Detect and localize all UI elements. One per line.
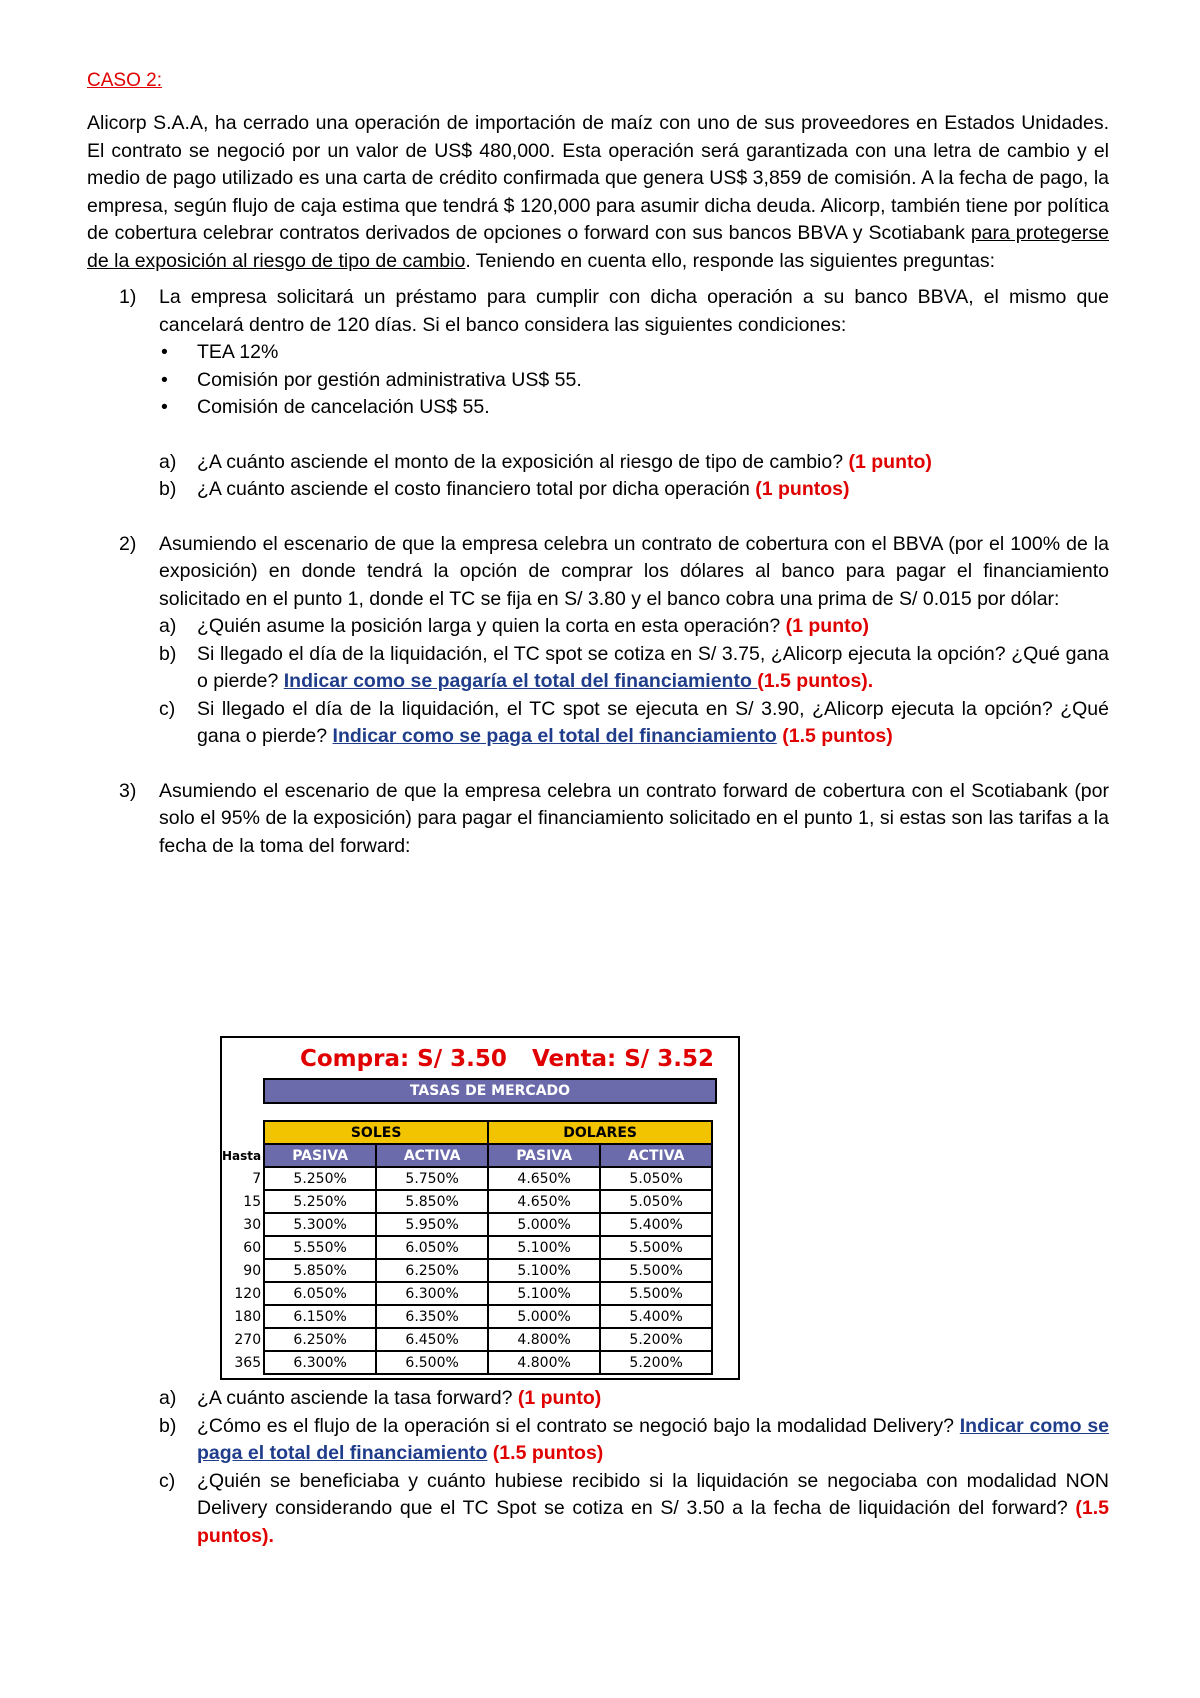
- document-page: [87, 70, 1109, 860]
- rate-cell: 5.250%: [264, 1190, 376, 1213]
- bullet-text: TEA 12%: [197, 341, 279, 363]
- subquestion-3a: [87, 1385, 1109, 1413]
- hasta-header: Hasta: [222, 1148, 262, 1163]
- buy-rate: Compra: S/ 3.50: [300, 1046, 507, 1072]
- question-text: Asumiendo el escenario de que la empresa celebra un contrato de cobertura con el BBVA (por el 100% de la exposición) en donde tendrá la opción de comprar los dólares al banco para pagar el financiamiento solicitado en el punto 1, donde el TC se fija en S/ 3.80 y el banco cobra una prima de S/ 0.015 por dólar:: [159, 532, 1109, 610]
- subquestion-text: Si llegado el día de la liquidación, el TC spot se ejecuta en S/ 3.90, ¿Alicorp ejecuta la opción? ¿Qué gana o pierde?: [197, 697, 1109, 747]
- subquestion-letter: a): [159, 450, 177, 473]
- rate-cell: 5.950%: [376, 1213, 488, 1236]
- rate-cell: 6.350%: [376, 1305, 488, 1328]
- day-cell: 120: [234, 1285, 262, 1302]
- rate-cell: 5.550%: [264, 1236, 376, 1259]
- instruction-link: Indicar como se paga el total del financiamiento: [332, 725, 777, 747]
- subquestion-text: ¿A cuánto asciende el monto de la exposición al riesgo de tipo de cambio?: [197, 450, 849, 473]
- rate-cell: 5.000%: [488, 1213, 600, 1236]
- rate-cell: 5.100%: [488, 1259, 600, 1282]
- table-row: [222, 1167, 712, 1190]
- question-2: [87, 531, 1109, 614]
- subquestion-text: ¿A cuánto asciende la tasa forward?: [197, 1387, 518, 1409]
- rate-cell: 5.500%: [600, 1259, 712, 1282]
- day-cell: 90: [243, 1262, 262, 1279]
- subquestion-letter: a): [159, 1387, 177, 1409]
- subquestion-letter: b): [159, 642, 177, 665]
- subquestion-3b: [87, 1413, 1109, 1468]
- rate-cell: 5.850%: [376, 1190, 488, 1213]
- rate-cell: 5.250%: [264, 1167, 376, 1190]
- day-cell: 270: [234, 1331, 262, 1348]
- rate-cell: 5.100%: [488, 1236, 600, 1259]
- question-text: La empresa solicitará un préstamo para cumplir con dicha operación a su banco BBVA, el mismo que cancelará dentro de 120 días. Si el banco considera las siguientes condiciones:: [159, 286, 1109, 336]
- intro-text-end: . Teniendo en cuenta ello, responde las siguientes preguntas:: [465, 249, 996, 272]
- table-row: [222, 1236, 712, 1259]
- bullet-text: Comisión de cancelación US$ 55.: [197, 396, 490, 418]
- rate-cell: 5.200%: [600, 1328, 712, 1351]
- table-row: [222, 1351, 712, 1374]
- rate-cell: 6.300%: [376, 1282, 488, 1305]
- subquestion-text: ¿Quién se beneficiaba y cuánto hubiese recibido si la liquidación se negociaba con modalidad NON Delivery considerando que el TC Spot se cotiza en S/ 3.50 a la fecha de liquidación del forward?: [197, 1469, 1109, 1519]
- rate-cell: 4.650%: [488, 1190, 600, 1213]
- rate-cell: 4.800%: [488, 1351, 600, 1374]
- rate-cell: 5.400%: [600, 1213, 712, 1236]
- table-row: [222, 1328, 712, 1351]
- table-row: [222, 1259, 712, 1282]
- bullet-item: [87, 367, 1109, 395]
- soles-pasiva-header: PASIVA: [264, 1144, 376, 1167]
- day-cell: 180: [234, 1308, 262, 1325]
- rate-cell: 5.050%: [600, 1190, 712, 1213]
- table-row: [222, 1305, 712, 1328]
- points-label: (1 punto): [785, 615, 869, 637]
- day-cell: 7: [252, 1170, 262, 1187]
- sell-rate: Venta: S/ 3.52: [532, 1046, 714, 1072]
- subquestion-2b: [87, 641, 1109, 696]
- intro-underlined: para protegerse de la exposición al riesgo de tipo de cambio: [87, 222, 1110, 272]
- rate-cell: 4.650%: [488, 1167, 600, 1190]
- subquestion-3c: [87, 1468, 1109, 1551]
- points-label: (1.5 puntos).: [197, 1497, 1109, 1547]
- instruction-link: Indicar como se paga el total del financiamiento: [197, 1414, 1110, 1464]
- rates-table: [222, 1120, 713, 1375]
- subquestion-text: ¿A cuánto asciende el costo financiero total por dicha operación: [197, 478, 756, 500]
- soles-activa-header: ACTIVA: [376, 1144, 488, 1167]
- question-number: 1): [119, 286, 137, 308]
- question-text: Asumiendo el escenario de que la empresa celebra un contrato forward de cobertura con el Scotiabank (por solo el 95% de la exposición) para pagar el financiamiento solicitado en el punto 1, si estas son las tarifas a la fecha de la toma del forward:: [159, 779, 1109, 857]
- subquestion-letter: b): [159, 1414, 177, 1437]
- rate-cell: 6.450%: [376, 1328, 488, 1351]
- dolares-pasiva-header: PASIVA: [488, 1144, 600, 1167]
- day-cell: 15: [243, 1193, 262, 1210]
- dolares-header: DOLARES: [488, 1121, 712, 1144]
- rate-cell: 6.250%: [264, 1328, 376, 1351]
- subquestion-1b: [87, 476, 1109, 504]
- table-row: [222, 1190, 712, 1213]
- intro-paragraph: [87, 110, 1109, 275]
- subquestion-letter: c): [159, 697, 176, 720]
- bullet-item: [87, 339, 1109, 367]
- question-1: [87, 284, 1109, 339]
- points-label: (1.5 puntos): [776, 725, 893, 747]
- question-number: 3): [119, 779, 137, 802]
- bullet-icon: •: [161, 341, 168, 363]
- subquestion-text: Si llegado el día de la liquidación, el TC spot se cotiza en S/ 3.75, ¿Alicorp ejecuta la opción? ¿Qué gana o pierde?: [197, 642, 1109, 692]
- table-row: [222, 1213, 712, 1236]
- rate-cell: 4.800%: [488, 1328, 600, 1351]
- dolares-activa-header: ACTIVA: [600, 1144, 712, 1167]
- rate-cell: 6.150%: [264, 1305, 376, 1328]
- rate-cell: 5.850%: [264, 1259, 376, 1282]
- rate-cell: 5.050%: [600, 1167, 712, 1190]
- rate-cell: 5.400%: [600, 1305, 712, 1328]
- subquestion-letter: c): [159, 1469, 176, 1492]
- intro-text: Alicorp S.A.A, ha cerrado una operación de importación de maíz con uno de sus proveedores en Estados Unidades. El contrato se negoció por un valor de US$ 480,000. Esta operación será garantizada con una letra de cambio y el medio de pago utilizado es una carta de crédito confirmada que genera US$ 3,859 de comisión. A la fecha de pago, la empresa, según flujo de caja estima que tendrá $ 120,000 para asumir dicha deuda. Alicorp, también tiene por política de cobertura celebrar contratos derivados de opciones o forward con sus bancos BBVA y Scotiabank: [87, 112, 1109, 244]
- day-cell: 30: [243, 1216, 262, 1233]
- bullet-icon: •: [161, 396, 168, 418]
- case-title: CASO 2:: [87, 70, 162, 91]
- day-cell: 60: [243, 1239, 262, 1256]
- question-3: [87, 778, 1109, 861]
- subquestion-1a: [87, 449, 1109, 477]
- question-number: 2): [119, 532, 137, 555]
- subquestion-text: ¿Quién asume la posición larga y quien la corta en esta operación?: [197, 615, 786, 637]
- market-rates-table-image: [220, 1036, 740, 1380]
- bullet-icon: •: [161, 368, 168, 391]
- rate-cell: 5.500%: [600, 1282, 712, 1305]
- instruction-link: Indicar como se pagaría el total del financiamiento: [283, 670, 758, 692]
- rate-cell: 5.750%: [376, 1167, 488, 1190]
- rate-cell: 6.050%: [264, 1282, 376, 1305]
- rate-cell: 6.500%: [376, 1351, 488, 1374]
- subquestion-2c: [87, 696, 1109, 751]
- points-label: (1.5 puntos).: [757, 670, 874, 692]
- points-label: (1.5 puntos): [487, 1442, 604, 1464]
- points-label: (1 punto): [517, 1387, 602, 1409]
- soles-header: SOLES: [264, 1121, 488, 1144]
- rate-cell: 6.050%: [376, 1236, 488, 1259]
- bullet-text: Comisión por gestión administrativa US$ 55.: [197, 368, 582, 391]
- rate-cell: 5.500%: [600, 1236, 712, 1259]
- points-label: (1 puntos): [755, 478, 850, 500]
- market-rates-banner: TASAS DE MERCADO: [263, 1078, 717, 1104]
- bullet-item: [87, 394, 1109, 422]
- rate-cell: 5.200%: [600, 1351, 712, 1374]
- points-label: (1 punto): [848, 450, 932, 473]
- subquestion-text: ¿Cómo es el flujo de la operación si el contrato se negoció bajo la modalidad Delivery?: [197, 1414, 960, 1437]
- subquestion-letter: a): [159, 615, 177, 637]
- rate-cell: 5.300%: [264, 1213, 376, 1236]
- question-3-subitems: [87, 1385, 1109, 1550]
- rate-cell: 5.000%: [488, 1305, 600, 1328]
- subquestion-letter: b): [159, 478, 177, 500]
- rate-cell: 6.250%: [376, 1259, 488, 1282]
- subquestion-2a: [87, 613, 1109, 641]
- table-row: [222, 1282, 712, 1305]
- rate-cell: 6.300%: [264, 1351, 376, 1374]
- exchange-rate-header: [222, 1046, 738, 1080]
- day-cell: 365: [234, 1354, 262, 1371]
- rate-cell: 5.100%: [488, 1282, 600, 1305]
